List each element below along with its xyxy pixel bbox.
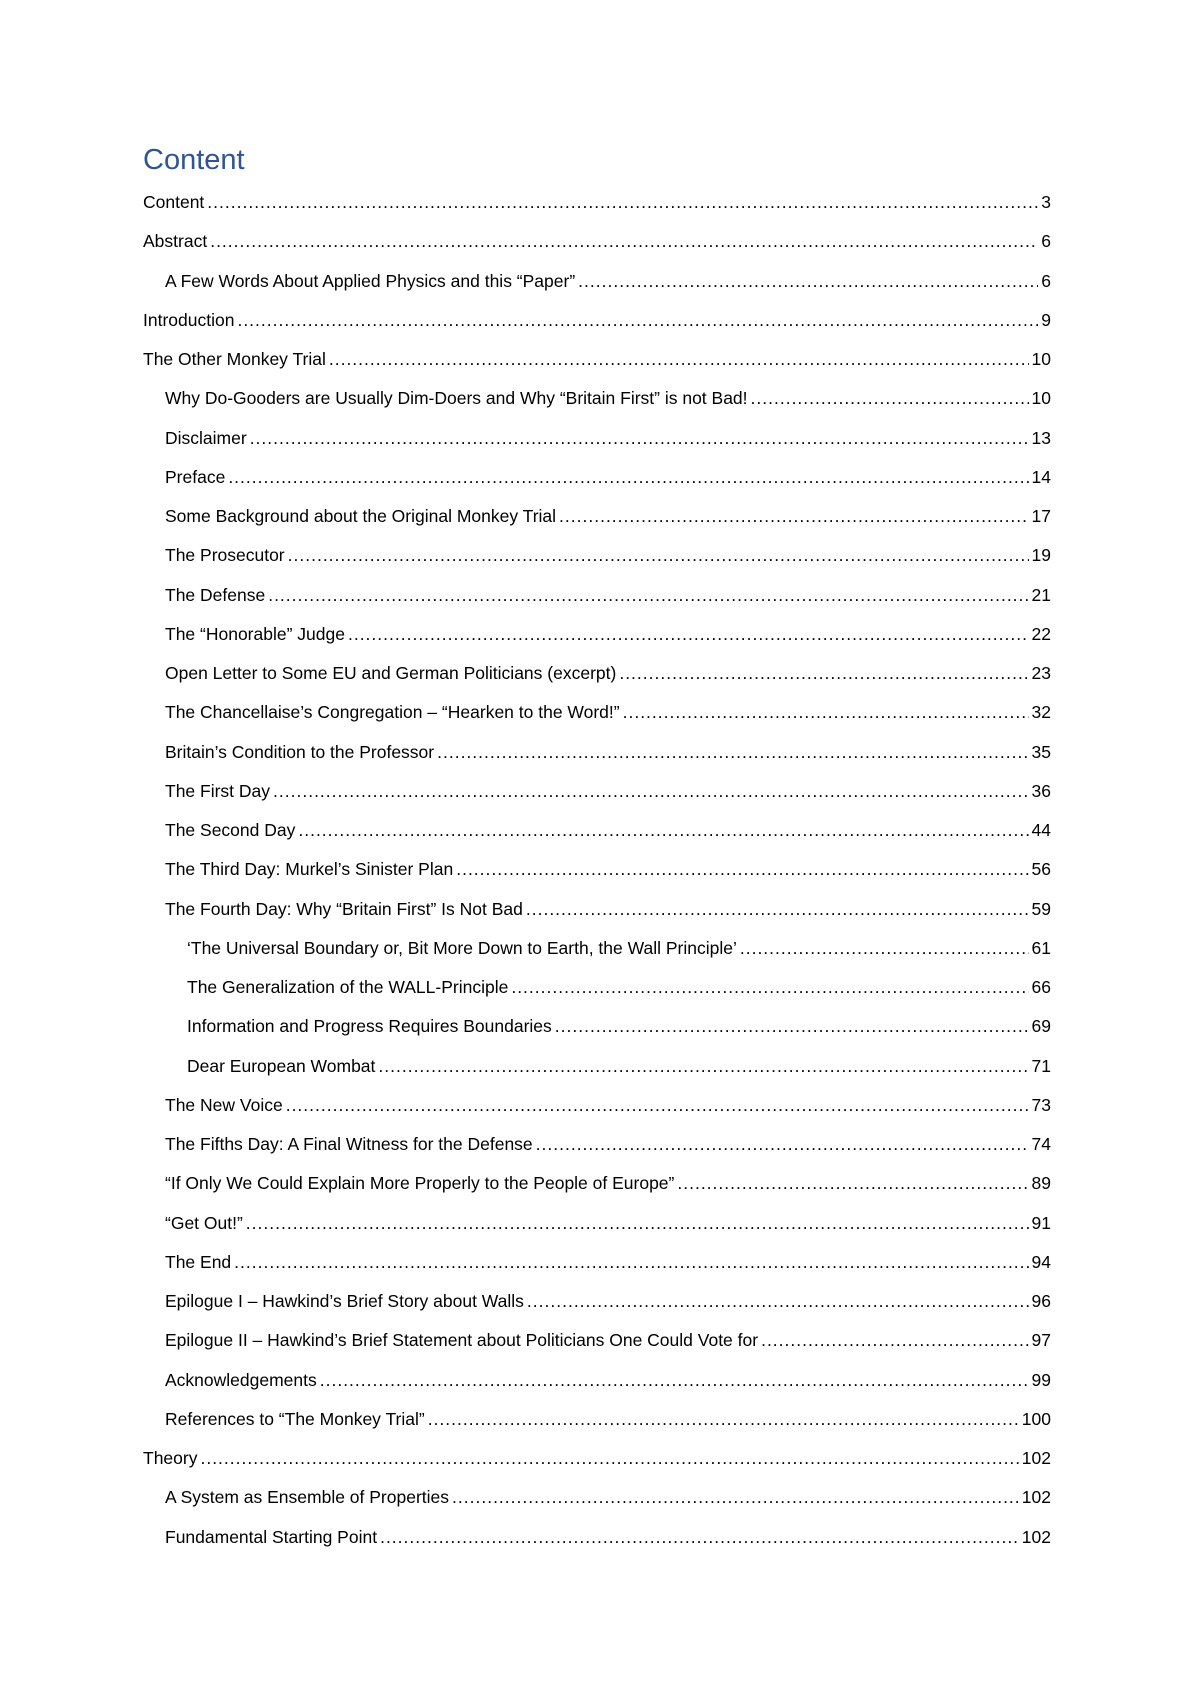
toc-entry-title: The First Day (165, 780, 271, 801)
toc-entry-page-number: 71 (1031, 1055, 1051, 1076)
toc-entry-page-number: 100 (1021, 1408, 1051, 1429)
toc-entry-page-number: 19 (1031, 545, 1051, 566)
toc-dot-leader (511, 968, 1028, 1007)
toc-dot-leader (246, 1204, 1029, 1243)
toc-dot-leader (677, 1164, 1028, 1203)
toc-entry-title: The Second Day (165, 820, 296, 840)
toc-entry-title: Epilogue I – Hawkind’s Brief Story about Walls (165, 1291, 524, 1311)
toc-entry-title: The Chancellaise’s Congregation – “Hearken to the Word!” (165, 702, 620, 723)
toc-dot-leader (268, 576, 1028, 615)
toc-entry-title: Open Letter to Some EU and German Politicians (excerpt) (165, 663, 617, 683)
toc-entry-page-number: 9 (1041, 309, 1051, 330)
toc-entry[interactable] (143, 262, 1051, 301)
toc-dot-leader (527, 1282, 1029, 1321)
toc-dot-leader (536, 1125, 1029, 1164)
toc-entry-title: Introduction (143, 309, 235, 330)
toc-entry-title: Dear European Wombat (187, 1055, 376, 1076)
toc-entry[interactable] (143, 301, 1051, 340)
toc-entry-page-number: 66 (1031, 977, 1051, 997)
toc-dot-leader (329, 340, 1029, 379)
toc-entry-title: The Generalization of the WALL-Principle (187, 977, 509, 997)
toc-entry[interactable] (143, 1243, 1051, 1282)
toc-entry-page-number: 44 (1031, 820, 1051, 840)
toc-dot-leader (456, 850, 1028, 889)
toc-dot-leader (228, 458, 1028, 497)
toc-entry-page-number: 96 (1031, 1291, 1051, 1311)
toc-dot-leader (526, 890, 1029, 929)
toc-entry-title: Abstract (143, 231, 208, 252)
toc-dot-leader (286, 1086, 1029, 1125)
toc-dot-leader (250, 419, 1029, 458)
toc-entry-title: The Other Monkey Trial (143, 349, 326, 369)
toc-entry-title: “If Only We Could Explain More Properly to the People of Europe” (165, 1173, 675, 1194)
toc-entry[interactable] (143, 733, 1051, 772)
toc-entry-title: Disclaimer (165, 427, 247, 448)
toc-entry[interactable] (143, 1518, 1051, 1557)
toc-entry-page-number: 6 (1041, 270, 1051, 291)
toc-entry-page-number: 21 (1031, 584, 1051, 605)
toc-entry[interactable] (143, 1047, 1051, 1086)
toc-entry[interactable] (143, 1478, 1051, 1517)
toc-entry-page-number: 10 (1031, 349, 1051, 369)
toc-entry-title: The New Voice (165, 1094, 283, 1115)
toc-dot-leader (452, 1478, 1019, 1517)
toc-entry[interactable] (143, 1361, 1051, 1400)
toc-entry[interactable] (143, 576, 1051, 615)
toc-entry[interactable] (143, 1164, 1051, 1203)
toc-entry-title: Fundamental Starting Point (165, 1526, 378, 1547)
toc-entry-title: The Prosecutor (165, 545, 285, 566)
toc-dot-leader (578, 262, 1038, 301)
toc-entry[interactable] (143, 1321, 1051, 1360)
toc-entry-title: Acknowledgements (165, 1369, 317, 1390)
toc-dot-leader (234, 1243, 1028, 1282)
toc-entry-title: The Defense (165, 584, 266, 605)
toc-entry[interactable] (143, 1007, 1051, 1046)
toc-entry-page-number: 102 (1021, 1487, 1051, 1508)
toc-dot-leader (273, 772, 1029, 811)
toc-dot-leader (559, 497, 1028, 536)
toc-entry[interactable] (143, 419, 1051, 458)
toc-entry[interactable] (143, 340, 1051, 379)
toc-entry-title: The Fourth Day: Why “Britain First” Is Not Bad (165, 898, 523, 919)
toc-dot-leader (623, 693, 1029, 732)
toc-dot-leader (320, 1361, 1029, 1400)
toc-entry-title: Some Background about the Original Monkey Trial (165, 506, 557, 526)
toc-entry-title: The Third Day: Murkel’s Sinister Plan (165, 859, 454, 880)
toc-entry-title: “Get Out!” (165, 1212, 243, 1233)
toc-dot-leader (761, 1321, 1028, 1360)
toc-entry-page-number: 89 (1031, 1173, 1051, 1194)
toc-entry[interactable] (143, 379, 1051, 418)
toc-dot-leader (751, 379, 1029, 418)
toc-entry-title: Epilogue II – Hawkind’s Brief Statement about Politicians One Could Vote for (165, 1330, 759, 1351)
toc-dot-leader (428, 1400, 1019, 1439)
toc-entry-title: A System as Ensemble of Properties (165, 1487, 450, 1508)
toc-dot-leader (207, 183, 1038, 222)
toc-entry[interactable] (143, 811, 1051, 850)
toc-entry-page-number: 94 (1031, 1251, 1051, 1272)
toc-entry-page-number: 36 (1031, 780, 1051, 801)
toc-entry-page-number: 6 (1041, 231, 1051, 252)
toc-entry-page-number: 3 (1041, 192, 1051, 212)
toc-entry-page-number: 102 (1021, 1448, 1051, 1468)
toc-entry-title: Britain’s Condition to the Professor (165, 741, 435, 762)
toc-entry[interactable] (143, 929, 1051, 968)
toc-entry-page-number: 17 (1031, 506, 1051, 526)
toc-entry-page-number: 102 (1021, 1526, 1051, 1547)
toc-entry[interactable] (143, 615, 1051, 654)
toc-entry-page-number: 10 (1031, 388, 1051, 409)
toc-entry-page-number: 56 (1031, 859, 1051, 880)
toc-entry[interactable] (143, 1282, 1051, 1321)
toc-entry[interactable] (143, 1400, 1051, 1439)
toc-entry-page-number: 99 (1031, 1369, 1051, 1390)
toc-entry-page-number: 32 (1031, 702, 1051, 723)
toc-entry-title: Content (143, 192, 205, 212)
toc-entry-title: References to “The Monkey Trial” (165, 1408, 425, 1429)
toc-heading: Content (143, 144, 245, 176)
toc-entry-title: ‘The Universal Boundary or, Bit More Down to Earth, the Wall Principle’ (187, 937, 737, 958)
toc-dot-leader (619, 654, 1028, 693)
toc-entry-title: Why Do-Gooders are Usually Dim-Doers and Why “Britain First” is not Bad! (165, 388, 748, 409)
toc-dot-leader (288, 536, 1029, 575)
toc-entry[interactable] (143, 458, 1051, 497)
toc-entry[interactable] (143, 183, 1051, 222)
toc-entry-title: Information and Progress Requires Boundaries (187, 1016, 552, 1037)
toc-entry[interactable] (143, 654, 1051, 693)
toc-entry-page-number: 14 (1031, 466, 1051, 487)
toc-dot-leader (237, 301, 1038, 340)
toc-entry-page-number: 61 (1031, 937, 1051, 958)
toc-dot-leader (555, 1007, 1029, 1046)
toc-entry-title: The Fifths Day: A Final Witness for the Defense (165, 1134, 533, 1154)
toc-entry[interactable] (143, 497, 1051, 536)
toc-entry-title: A Few Words About Applied Physics and this “Paper” (165, 270, 576, 291)
toc-dot-leader (378, 1047, 1028, 1086)
toc-entry-page-number: 73 (1031, 1094, 1051, 1115)
toc-entry-title: The “Honorable” Judge (165, 623, 345, 644)
toc-entry-page-number: 97 (1031, 1330, 1051, 1351)
toc-entry[interactable] (143, 968, 1051, 1007)
toc-entry-page-number: 91 (1031, 1212, 1051, 1233)
toc-entry[interactable] (143, 772, 1051, 811)
toc-dot-leader (740, 929, 1029, 968)
toc-entry-page-number: 74 (1031, 1134, 1051, 1154)
toc-entry[interactable] (143, 693, 1051, 732)
toc-dot-leader (210, 222, 1038, 261)
toc-entry-page-number: 23 (1031, 663, 1051, 683)
toc-dot-leader (200, 1439, 1018, 1478)
toc-entry[interactable] (143, 1125, 1051, 1164)
toc-entry-page-number: 69 (1031, 1016, 1051, 1037)
toc-entry[interactable] (143, 536, 1051, 575)
toc-entry[interactable] (143, 222, 1051, 261)
toc-entry-title: Theory (143, 1448, 198, 1468)
toc-dot-leader (348, 615, 1029, 654)
toc-entry[interactable] (143, 1439, 1051, 1478)
toc-entry-title: Preface (165, 466, 226, 487)
toc-entry[interactable] (143, 890, 1051, 929)
toc-entry-page-number: 22 (1031, 623, 1051, 644)
toc-entry-page-number: 35 (1031, 741, 1051, 762)
toc-entry[interactable] (143, 1086, 1051, 1125)
toc-dot-leader (380, 1518, 1019, 1557)
toc-entry[interactable] (143, 1204, 1051, 1243)
toc-entry-page-number: 59 (1031, 898, 1051, 919)
toc-entry-title: The End (165, 1251, 232, 1272)
toc-entry[interactable] (143, 850, 1051, 889)
table-of-contents (143, 183, 1051, 1557)
toc-dot-leader (437, 733, 1028, 772)
toc-entry-page-number: 13 (1031, 427, 1051, 448)
toc-dot-leader (298, 811, 1028, 850)
